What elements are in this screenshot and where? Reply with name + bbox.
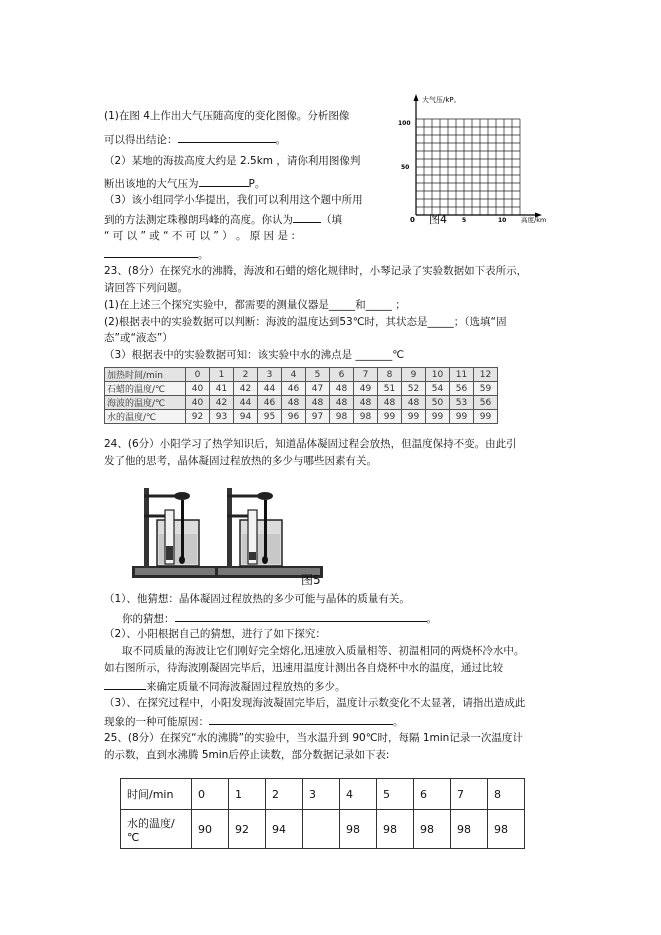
q25-data-table (120, 778, 525, 849)
answer-blank-conclusion[interactable] (178, 131, 276, 143)
q1-part3-line1: （3）该小组同学小华提出，我们可以利用这个题中所用 (104, 194, 363, 206)
table-cell: 2 (234, 368, 258, 382)
table-cell: 7 (354, 368, 378, 382)
table-cell: 48 (330, 382, 354, 396)
table-row (121, 779, 525, 810)
answer-blank-can[interactable] (293, 211, 321, 223)
q1-part1-line1: (1)在图 4上作出大气压随高度的变化图像。分析图像 (104, 110, 350, 122)
table-cell: 97 (306, 410, 330, 424)
x-tick-10: 10 (498, 217, 507, 224)
table-cell: 11 (450, 368, 474, 382)
table-cell: 47 (306, 382, 330, 396)
table-cell: 48 (330, 396, 354, 410)
q24-line2: 发了他的思考，晶体凝固过程放热的多少与哪些因素有关。 (104, 455, 377, 467)
pressure-height-grid (398, 92, 558, 227)
q24-line7: 如右图所示，待海波刚凝固完毕后，迅速用温度计测出各自烧杯中水的温度，通过比较 (104, 662, 503, 674)
row-header: 加热时间/min (105, 368, 186, 382)
q23-line4: (2)根据表中的实验数据可以判断：海波的温度达到53℃时，其状态是_____；（选填“固 (104, 316, 507, 328)
answer-blank-cause[interactable] (209, 713, 393, 725)
table-cell: 93 (210, 410, 234, 424)
q23-line2: 请回答下列问题。 (104, 282, 188, 294)
table-cell: 92 (229, 810, 266, 849)
table-cell: 6 (330, 368, 354, 382)
answer-blank-pressure[interactable] (199, 175, 249, 187)
q1-part2-line1: （2）某地的海拔高度大约是 2.5km ，请你利用图像判 (104, 155, 361, 167)
table-cell: 98 (488, 810, 525, 849)
q1-part3-line4: 。 (104, 246, 209, 263)
table-cell: 54 (426, 382, 450, 396)
table-cell-blank[interactable] (303, 810, 340, 849)
q23-line5: 态”或“液态”） (104, 332, 173, 344)
table-cell: 52 (402, 382, 426, 396)
table-cell: 90 (192, 810, 229, 849)
figure-4-label: 图4 (429, 213, 447, 226)
table-cell: 94 (266, 810, 303, 849)
table-cell: 92 (186, 410, 210, 424)
table-cell: 6 (414, 779, 451, 810)
table-cell: 40 (186, 396, 210, 410)
table-cell: 56 (474, 396, 498, 410)
answer-blank-guess[interactable] (175, 610, 427, 622)
table-cell: 98 (330, 410, 354, 424)
table-cell: 8 (378, 368, 402, 382)
table-cell: 44 (234, 396, 258, 410)
row-header: 时间/min (121, 779, 192, 810)
table-cell: 5 (377, 779, 414, 810)
table-cell: 42 (210, 396, 234, 410)
x-axis-label: 高度/km (521, 216, 547, 224)
row-header: 石蜡的温度/℃ (105, 382, 186, 396)
y-tick-50: 50 (401, 164, 410, 171)
row-header: 水的温度/℃ (121, 810, 192, 849)
table-cell: 48 (378, 396, 402, 410)
answer-blank-compare[interactable] (104, 678, 146, 690)
table-cell: 3 (303, 779, 340, 810)
q24-line9: （3）、在探究过程中，小阳发现海波凝固完毕后，温度计示数变化不太显著，请指出造成此 (104, 697, 526, 709)
origin-label: 0 (410, 216, 415, 224)
figure-5-apparatus-right (213, 476, 331, 580)
table-cell: 48 (306, 396, 330, 410)
figure-5-label: 图5 (301, 573, 321, 587)
q23-line3: (1)在上述三个探究实验中，都需要的测量仪器是_____和_____ ； (104, 299, 406, 311)
table-cell: 59 (474, 382, 498, 396)
table-cell: 98 (451, 810, 488, 849)
table-cell: 12 (474, 368, 498, 382)
table-cell: 98 (340, 810, 377, 849)
table-row (105, 396, 498, 410)
row-header: 水的温度/℃ (105, 410, 186, 424)
table-cell: 48 (282, 396, 306, 410)
table-cell: 0 (192, 779, 229, 810)
table-cell: 53 (450, 396, 474, 410)
q1-part2-line2: 断出该地的大气压为 P。 (104, 175, 265, 192)
q1-part1-line2: 可以得出结论： 。 (104, 131, 286, 148)
table-row (105, 368, 498, 382)
table-cell: 1 (229, 779, 266, 810)
q24-line8: 来确定质量不同海波凝固过程放热的多少。 (104, 678, 346, 695)
table-cell: 9 (402, 368, 426, 382)
table-cell: 0 (186, 368, 210, 382)
table-cell: 98 (354, 410, 378, 424)
table-cell: 49 (354, 382, 378, 396)
q23-line1: 23、(8分）在探究水的沸腾，海波和石蜡的熔化规律时，小琴记录了实验数据如下表所示， (104, 265, 528, 277)
figure-4-graph (398, 92, 558, 227)
table-cell: 4 (340, 779, 377, 810)
row-header: 海波的温度/℃ (105, 396, 186, 410)
q1-part3-line3: “ 可 以 ” 或 “ 不 可 以 ” ） 。 原 因 是 : (104, 230, 295, 242)
q24-line10: 现象的一种可能原因： 。 (104, 713, 404, 730)
q24-line4: 你的猜想： 。 (122, 610, 437, 627)
q24-line5: （2）、小阳根据自己的猜想，进行了如下探究： (104, 628, 326, 640)
q24-line3: （1）、他猜想：晶体凝固过程放热的多少可能与晶体的质量有关。 (104, 593, 410, 605)
table-cell: 95 (258, 410, 282, 424)
q1-part3-line2: 到的方法测定珠穆朗玛峰的高度。你认为 （填 (104, 211, 342, 228)
table-cell: 98 (377, 810, 414, 849)
table-cell: 99 (378, 410, 402, 424)
answer-blank-reason[interactable] (104, 246, 198, 258)
table-cell: 3 (258, 368, 282, 382)
q25-line2: 的示数，直到水沸腾 5min后停止读数，部分数据记录如下表: (104, 749, 390, 761)
table-cell: 4 (282, 368, 306, 382)
table-cell: 42 (234, 382, 258, 396)
table-cell: 48 (354, 396, 378, 410)
table-row (121, 810, 525, 849)
table-row (105, 410, 498, 424)
table-cell: 46 (258, 396, 282, 410)
q25-line1: 25、(8分）在探究“水的沸腾”的实验中，当水温升到 90℃时，每隔 1min记录一次温度计 (104, 732, 523, 744)
table-cell: 8 (488, 779, 525, 810)
table-cell: 99 (426, 410, 450, 424)
table-cell: 41 (210, 382, 234, 396)
table-cell: 56 (450, 382, 474, 396)
table-cell: 99 (450, 410, 474, 424)
table-cell: 48 (402, 396, 426, 410)
q24-line1: 24、(6分）小阳学习了热学知识后，知道晶体凝固过程会放热，但温度保持不变。由此引 (104, 438, 517, 450)
table-cell: 46 (282, 382, 306, 396)
table-cell: 98 (414, 810, 451, 849)
y-axis-label: 大气压/kP。 (422, 96, 461, 104)
table-cell: 2 (266, 779, 303, 810)
x-tick-5: 5 (462, 217, 467, 224)
table-cell: 96 (282, 410, 306, 424)
table-cell: 40 (186, 382, 210, 396)
table-cell: 99 (474, 410, 498, 424)
table-cell: 50 (426, 396, 450, 410)
q23-line6: （3）根据表中的实验数据可知：该实验中水的沸点是 _______℃ (104, 349, 405, 361)
y-tick-100: 100 (398, 120, 411, 127)
table-cell: 44 (258, 382, 282, 396)
table-cell: 10 (426, 368, 450, 382)
table-row (105, 382, 498, 396)
q23-data-table (104, 367, 498, 424)
table-cell: 94 (234, 410, 258, 424)
table-cell: 7 (451, 779, 488, 810)
table-cell: 51 (378, 382, 402, 396)
table-cell: 99 (402, 410, 426, 424)
table-cell: 1 (210, 368, 234, 382)
q24-line6: 取不同质量的海波让它们刚好完全熔化,迅速放入质量相等、初温相同的两烧杯冷水中。 (122, 645, 525, 657)
table-cell: 5 (306, 368, 330, 382)
